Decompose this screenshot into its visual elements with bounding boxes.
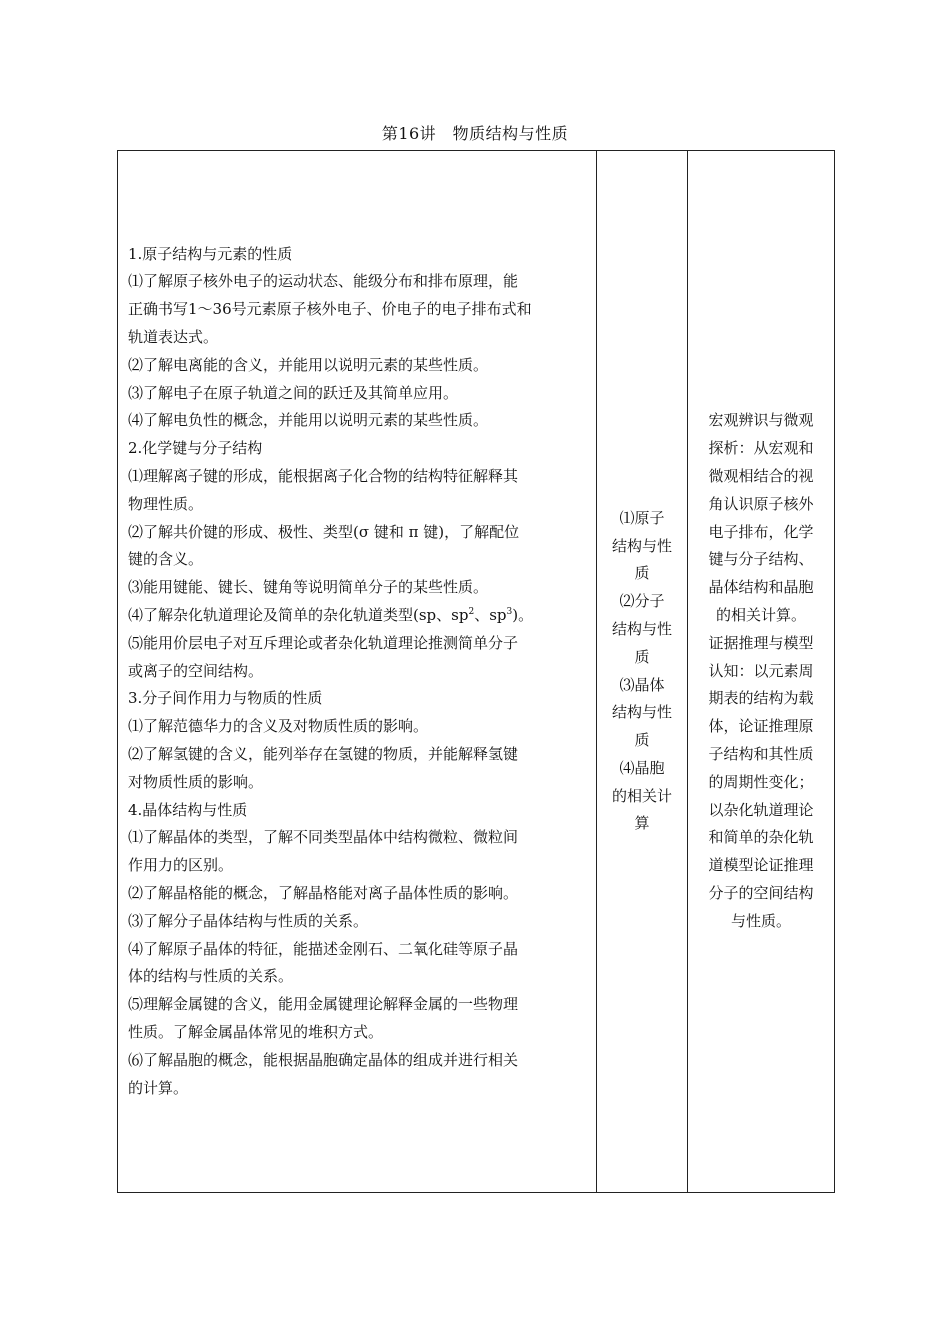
req-text: )。 [512,606,534,624]
req-line: 1.原子结构与元素的性质 [128,244,293,263]
req-line: 对物质性质的影响。 [128,772,264,791]
req-line: 作用力的区别。 [128,856,234,875]
literacy-line: 和简单的杂化轨 [708,828,814,847]
topic-line: ⑴原子 [619,508,665,527]
table-row [118,151,835,1193]
req-line: 的计算。 [128,1078,189,1097]
topic-line: 结构与性 [611,619,672,638]
req-line: ⑴了解晶体的类型，了解不同类型晶体中结构微粒、微粒间 [128,828,519,847]
req-line: 性质。了解金属晶体常见的堆积方式。 [128,1022,384,1041]
topic-line: ⑵分子 [619,592,665,611]
topic-line: ⑷晶胞 [619,758,665,777]
req-text: ⑷了解杂化轨道理论及简单的杂化轨道类型(sp、sp [128,606,469,624]
literacy-line: 电子排布，化学 [708,522,814,541]
req-line: 4.晶体结构与性质 [128,800,248,819]
topic-line: 质 [634,731,650,750]
req-line: 2.化学键与分子结构 [128,439,263,458]
req-line: ⑶了解分子晶体结构与性质的关系。 [128,911,369,930]
literacy-cell [688,151,835,1193]
literacy-line: 子结构和其性质 [708,744,814,763]
req-line: ⑴理解离子键的形成，能根据离子化合物的结构特征解释其 [128,467,519,486]
literacy-line: 微观相结合的视 [708,467,814,486]
req-line: ⑵了解共价键的形成、极性、类型(σ 键和 π 键)，了解配位 [128,522,520,541]
req-line: 轨道表达式。 [128,328,219,347]
literacy-line: 探析：从宏观和 [708,439,814,458]
literacy-line: 以杂化轨道理论 [708,800,814,819]
literacy-line: 键与分子结构、 [708,550,814,569]
req-line: ⑹了解晶胞的概念，能根据晶胞确定晶体的组成并进行相关 [128,1050,519,1069]
superscript: 2 [468,607,475,617]
req-line: ⑶能用键能、键长、键角等说明简单分子的某些性质。 [128,578,489,597]
req-line: ⑷了解电负性的概念，并能用以说明元素的某些性质。 [128,411,489,430]
topic-line: 结构与性 [611,536,672,555]
req-line: ⑵了解电离能的含义，并能用以说明元素的某些性质。 [128,355,489,374]
req-line: ⑵了解晶格能的概念，了解晶格能对离子晶体性质的影响。 [128,883,519,902]
superscript: 3 [506,607,513,617]
req-line: 3.分子间作用力与物质的性质 [128,689,323,708]
req-line: 键的含义。 [128,550,204,569]
req-line: 或离子的空间结构。 [128,661,264,680]
topic-line: 结构与性 [611,703,672,722]
req-line: 正确书写1～36号元素原子核外电子、价电子的电子排布式和 [128,300,532,319]
literacy-line: 证据推理与模型 [708,633,814,652]
literacy-line: 的周期性变化； [708,772,814,791]
req-line: ⑴了解原子核外电子的运动状态、能级分布和排布原理，能 [128,272,519,291]
page-title: 第16讲 物质结构与性质 [381,124,569,143]
topic-line: ⑶晶体 [619,675,665,694]
topic-line: 质 [634,647,650,666]
req-line: ⑸能用价层电子对互斥理论或者杂化轨道理论推测简单分子 [128,633,519,652]
syllabus-table [117,150,835,1193]
literacy-line: 认知：以元素周 [708,661,814,680]
literacy-line: 与性质。 [730,911,791,930]
literacy-line: 角认识原子核外 [708,494,814,513]
literacy-line: 分子的空间结构 [708,883,814,902]
literacy-line: 的相关计算。 [715,606,806,624]
req-line: ⑵了解氢键的含义，能列举存在氢键的物质，并能解释氢键 [128,744,519,763]
topic-line: 质 [634,564,650,583]
requirements-cell [118,151,597,1193]
req-line-hybrid [128,602,582,630]
literacy-line: 宏观辨识与微观 [708,411,814,430]
req-line: ⑴了解范德华力的含义及对物质性质的影响。 [128,717,429,736]
literacy-line: 体，论证推理原 [708,717,814,736]
literacy-line: 道模型论证推理 [708,856,814,875]
topic-line: 的相关计 [611,786,672,805]
req-line: ⑷了解原子晶体的特征，能描述金刚石、二氧化硅等原子晶 [128,939,519,958]
req-line: ⑶了解电子在原子轨道之间的跃迁及其简单应用。 [128,383,459,402]
req-text: 、sp [474,606,507,624]
req-line: 物理性质。 [128,494,204,513]
topic-line: 算 [634,814,650,833]
req-line: 体的结构与性质的关系。 [128,967,294,986]
literacy-line: 期表的结构为载 [708,689,814,708]
topics-cell [597,151,688,1193]
literacy-line: 晶体结构和晶胞 [708,578,814,597]
req-line: ⑸理解金属键的含义，能用金属键理论解释金属的一些物理 [128,995,519,1014]
